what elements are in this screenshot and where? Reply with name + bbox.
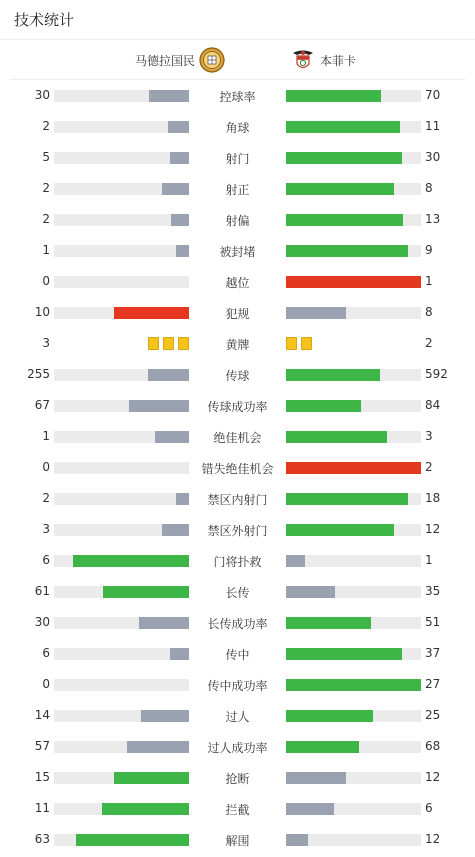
away-value: 12 <box>425 522 441 536</box>
stat-row <box>0 297 475 328</box>
away-bar-track <box>286 648 421 660</box>
home-value: 14 <box>34 708 50 722</box>
home-bar-track <box>54 121 189 133</box>
home-bar-track <box>54 462 189 474</box>
away-team[interactable] <box>290 40 356 80</box>
home-value: 2 <box>42 212 50 226</box>
home-bar-track <box>54 648 189 660</box>
away-bar-track <box>286 555 421 567</box>
stat-label: 传球成功率 <box>207 400 268 414</box>
stat-row <box>0 483 475 514</box>
home-bar-track <box>54 152 189 164</box>
home-bar-track <box>54 400 189 412</box>
away-bar-track <box>286 276 421 288</box>
stat-label: 射偏 <box>225 214 250 228</box>
home-yellow-cards <box>54 337 189 350</box>
away-bar-track <box>286 245 421 257</box>
away-value: 68 <box>425 739 441 753</box>
away-value: 70 <box>425 88 441 102</box>
stat-row <box>0 700 475 731</box>
away-bar-track <box>286 617 421 629</box>
home-bar-fill <box>170 152 189 164</box>
home-value: 2 <box>42 181 50 195</box>
home-bar-fill <box>127 741 189 753</box>
away-bar-fill <box>286 555 305 567</box>
away-value: 35 <box>425 584 441 598</box>
away-bar-track <box>286 462 421 474</box>
home-value: 15 <box>34 770 50 784</box>
away-bar-fill <box>286 369 380 381</box>
yellow-card-icon <box>301 337 312 350</box>
away-bar-fill <box>286 276 421 288</box>
away-value: 592 <box>425 367 448 381</box>
away-value: 8 <box>425 181 433 195</box>
stat-label: 抢断 <box>225 772 250 786</box>
away-bar-fill <box>286 586 335 598</box>
away-value: 27 <box>425 677 441 691</box>
home-bar-fill <box>155 431 189 443</box>
away-value: 1 <box>425 274 433 288</box>
stat-row <box>0 421 475 452</box>
home-value: 1 <box>42 243 50 257</box>
away-bar-track <box>286 307 421 319</box>
away-yellow-cards <box>286 337 421 350</box>
home-bar-fill <box>139 617 189 629</box>
home-bar-track <box>54 276 189 288</box>
home-bar-track <box>54 772 189 784</box>
home-value: 255 <box>27 367 50 381</box>
away-bar-track <box>286 121 421 133</box>
home-bar-track <box>54 741 189 753</box>
away-bar-fill <box>286 679 421 691</box>
home-bar-fill <box>102 803 189 815</box>
stats-list <box>0 80 475 855</box>
home-bar-fill <box>129 400 189 412</box>
away-value: 11 <box>425 119 441 133</box>
away-bar-fill <box>286 431 387 443</box>
home-value: 0 <box>42 677 50 691</box>
away-bar-track <box>286 431 421 443</box>
home-value: 2 <box>42 119 50 133</box>
away-bar-track <box>286 834 421 846</box>
teams-header <box>10 40 465 80</box>
stat-row <box>0 514 475 545</box>
home-bar-fill <box>149 90 190 102</box>
home-value: 3 <box>42 522 50 536</box>
stat-label: 射正 <box>225 183 250 197</box>
away-bar-track <box>286 369 421 381</box>
home-bar-track <box>54 617 189 629</box>
home-value: 10 <box>34 305 50 319</box>
stat-label: 过人 <box>225 710 250 724</box>
yellow-card-icon <box>148 337 159 350</box>
stat-row <box>0 266 475 297</box>
away-bar-track <box>286 803 421 815</box>
stat-label: 犯规 <box>225 307 250 321</box>
stat-row <box>0 204 475 235</box>
away-bar-track <box>286 772 421 784</box>
home-bar-fill <box>114 307 189 319</box>
stat-label: 被封堵 <box>219 245 256 259</box>
away-bar-fill <box>286 90 381 102</box>
stat-row <box>0 576 475 607</box>
home-bar-track <box>54 679 189 691</box>
stat-label: 过人成功率 <box>207 741 268 755</box>
home-value: 57 <box>34 739 50 753</box>
away-value: 18 <box>425 491 441 505</box>
away-bar-track <box>286 710 421 722</box>
stat-label: 门将扑救 <box>213 555 262 569</box>
stat-row <box>0 545 475 576</box>
stat-label: 长传成功率 <box>207 617 268 631</box>
stat-label: 拦截 <box>225 803 250 817</box>
away-value: 12 <box>425 832 441 846</box>
stat-row <box>0 824 475 855</box>
stat-row <box>0 359 475 390</box>
home-bar-track <box>54 90 189 102</box>
benfica-crest-icon <box>290 47 316 73</box>
stat-row <box>0 111 475 142</box>
away-value: 3 <box>425 429 433 443</box>
stat-row <box>0 669 475 700</box>
away-bar-fill <box>286 493 408 505</box>
stat-row <box>0 80 475 111</box>
yellow-card-icon <box>286 337 297 350</box>
home-bar-track <box>54 555 189 567</box>
home-team-name: 马德拉国民 <box>134 53 195 68</box>
home-bar-fill <box>170 648 189 660</box>
home-bar-track <box>54 431 189 443</box>
away-bar-fill <box>286 772 346 784</box>
away-bar-fill <box>286 152 402 164</box>
stat-row <box>0 638 475 669</box>
away-value: 13 <box>425 212 441 226</box>
away-value: 51 <box>425 615 441 629</box>
home-value: 30 <box>34 615 50 629</box>
away-bar-fill <box>286 462 421 474</box>
stat-label: 禁区外射门 <box>207 524 268 538</box>
section-title: 技术统计 <box>0 0 475 40</box>
stat-row <box>0 142 475 173</box>
stat-row <box>0 390 475 421</box>
home-value: 11 <box>34 801 50 815</box>
away-bar-track <box>286 214 421 226</box>
stat-row <box>0 762 475 793</box>
away-bar-fill <box>286 307 346 319</box>
away-bar-fill <box>286 741 359 753</box>
stat-label: 长传 <box>225 586 250 600</box>
home-bar-fill <box>168 121 189 133</box>
home-value: 0 <box>42 274 50 288</box>
home-bar-fill <box>114 772 189 784</box>
stat-row <box>0 235 475 266</box>
stat-row <box>0 452 475 483</box>
away-team-name: 本菲卡 <box>320 53 357 68</box>
away-bar-fill <box>286 710 373 722</box>
yellow-card-icon <box>163 337 174 350</box>
stat-label: 角球 <box>225 121 250 135</box>
away-value: 2 <box>425 460 433 474</box>
home-value: 6 <box>42 646 50 660</box>
home-bar-fill <box>176 493 190 505</box>
away-bar-fill <box>286 400 361 412</box>
madeira-nacional-crest-icon <box>199 47 225 73</box>
home-bar-fill <box>103 586 189 598</box>
home-bar-fill <box>73 555 189 567</box>
away-bar-track <box>286 400 421 412</box>
stat-row <box>0 328 475 359</box>
away-bar-fill <box>286 803 334 815</box>
home-bar-track <box>54 524 189 536</box>
home-value: 6 <box>42 553 50 567</box>
home-value: 1 <box>42 429 50 443</box>
away-bar-fill <box>286 183 394 195</box>
stat-label: 黄牌 <box>225 338 250 352</box>
stat-label: 错失绝佳机会 <box>201 462 274 476</box>
home-bar-fill <box>171 214 189 226</box>
stat-label: 控球率 <box>219 90 256 104</box>
away-bar-track <box>286 183 421 195</box>
stat-label: 越位 <box>225 276 250 290</box>
away-bar-fill <box>286 834 308 846</box>
away-bar-track <box>286 741 421 753</box>
home-bar-fill <box>162 183 189 195</box>
away-bar-track <box>286 679 421 691</box>
away-value: 30 <box>425 150 441 164</box>
away-bar-fill <box>286 245 408 257</box>
away-bar-fill <box>286 214 403 226</box>
home-value: 2 <box>42 491 50 505</box>
away-bar-fill <box>286 524 394 536</box>
away-value: 8 <box>425 305 433 319</box>
home-team[interactable] <box>135 40 225 80</box>
home-value: 61 <box>34 584 50 598</box>
home-bar-fill <box>148 369 189 381</box>
home-value: 63 <box>34 832 50 846</box>
stat-row <box>0 793 475 824</box>
stat-row <box>0 731 475 762</box>
yellow-card-icon <box>178 337 189 350</box>
away-bar-track <box>286 493 421 505</box>
stat-row <box>0 173 475 204</box>
home-bar-track <box>54 710 189 722</box>
away-value: 37 <box>425 646 441 660</box>
away-bar-track <box>286 524 421 536</box>
away-bar-fill <box>286 617 371 629</box>
home-bar-track <box>54 803 189 815</box>
home-bar-track <box>54 214 189 226</box>
home-bar-track <box>54 369 189 381</box>
stat-label: 传球 <box>225 369 250 383</box>
home-bar-track <box>54 493 189 505</box>
home-bar-track <box>54 834 189 846</box>
home-value: 0 <box>42 460 50 474</box>
away-value: 25 <box>425 708 441 722</box>
stat-label: 解围 <box>225 834 250 848</box>
away-bar-track <box>286 90 421 102</box>
home-value: 3 <box>42 336 50 350</box>
home-value: 30 <box>34 88 50 102</box>
away-value: 12 <box>425 770 441 784</box>
home-bar-track <box>54 245 189 257</box>
away-bar-fill <box>286 648 402 660</box>
stat-label: 绝佳机会 <box>213 431 262 445</box>
home-value: 67 <box>34 398 50 412</box>
home-bar-track <box>54 307 189 319</box>
stat-label: 射门 <box>225 152 250 166</box>
stat-label: 禁区内射门 <box>207 493 268 507</box>
home-bar-track <box>54 183 189 195</box>
stat-label: 传中 <box>225 648 250 662</box>
home-bar-fill <box>176 245 190 257</box>
away-value: 9 <box>425 243 433 257</box>
stat-row <box>0 607 475 638</box>
home-bar-fill <box>162 524 189 536</box>
home-value: 5 <box>42 150 50 164</box>
away-value: 2 <box>425 336 433 350</box>
home-bar-fill <box>76 834 189 846</box>
away-bar-track <box>286 152 421 164</box>
home-bar-fill <box>141 710 189 722</box>
away-value: 1 <box>425 553 433 567</box>
away-value: 84 <box>425 398 441 412</box>
home-bar-track <box>54 586 189 598</box>
stat-label: 传中成功率 <box>207 679 268 693</box>
away-bar-track <box>286 586 421 598</box>
away-bar-fill <box>286 121 400 133</box>
away-value: 6 <box>425 801 433 815</box>
